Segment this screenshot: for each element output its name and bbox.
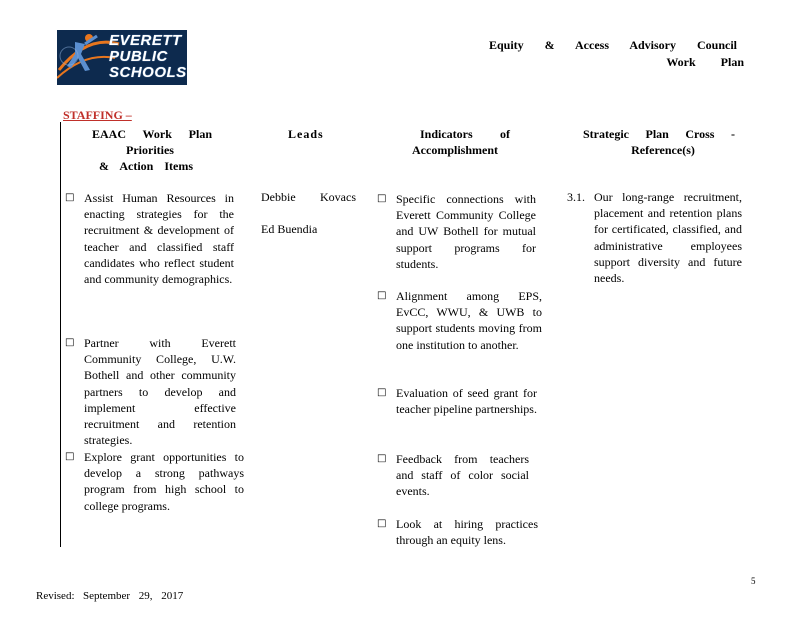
leads-column <box>261 189 356 237</box>
checkbox-bullet-icon: □ <box>377 518 387 529</box>
priority-text: Partner with Everett Community College, U.W. Bothell and other community partners to develop and implement effective recruitment and retention strategies. <box>84 336 236 448</box>
checkbox-bullet-icon: □ <box>377 453 387 464</box>
priority-item <box>65 449 244 514</box>
header-indicators-line2: Accomplishment <box>412 143 498 157</box>
indicator-text: Feedback from teachers and staff of color social events. <box>396 452 529 499</box>
indicator-item <box>377 191 536 272</box>
header-indicators-line1: Indicators of <box>420 127 510 141</box>
checkbox-bullet-icon: □ <box>65 337 75 348</box>
checkbox-bullet-icon: □ <box>377 387 387 398</box>
lead-name: Debbie Kovacs <box>261 190 356 204</box>
section-label-staffing: STAFFING – <box>63 108 132 122</box>
logo-line-public: PUBLIC <box>109 48 168 65</box>
priority-item <box>65 190 234 287</box>
indicator-text: Alignment among EPS, EvCC, WWU, & UWB to support students moving from one institution to another. <box>396 289 542 352</box>
logo-line-everett: EVERETT <box>109 32 182 49</box>
district-logo <box>57 30 187 85</box>
revised-label: Revised: <box>36 590 75 602</box>
indicator-item <box>377 288 542 353</box>
document-title-line1: Equity & Access Advisory Council <box>488 38 737 52</box>
priority-text: Explore grant opportunities to develop a strong pathways program from high school to college programs. <box>84 450 244 513</box>
header-leads: Leads <box>288 127 324 141</box>
checkbox-bullet-icon: □ <box>65 192 75 203</box>
logo-wordmark <box>109 33 187 81</box>
document-title-line2: Work Plan <box>666 55 744 69</box>
logo-line-schools: SCHOOLS <box>109 64 187 81</box>
column-divider-line <box>60 122 61 547</box>
strategic-ref-column <box>567 189 742 286</box>
header-strategic <box>583 126 735 158</box>
strategic-ref-item <box>567 189 742 286</box>
priority-text: Assist Human Resources in enacting strategies for the recruitment & development of teacher and classified staff candidates who reflect student and community demographics. <box>84 191 234 287</box>
checkbox-bullet-icon: □ <box>377 290 387 301</box>
indicator-item <box>377 516 538 548</box>
indicator-item <box>377 385 537 417</box>
checkbox-bullet-icon: □ <box>65 451 75 462</box>
header-priorities <box>80 126 220 174</box>
page-number: 5 <box>751 576 756 586</box>
header-priorities-line1: EAAC Work Plan <box>92 127 212 141</box>
indicator-text: Look at hiring practices through an equity lens. <box>396 517 538 548</box>
header-strategic-line1: Strategic Plan Cross - <box>583 127 735 141</box>
checkbox-bullet-icon: □ <box>377 193 387 204</box>
header-priorities-line3: & Action Items <box>99 159 193 173</box>
strategic-ref-number: 3.1. <box>567 190 585 204</box>
priority-item <box>65 335 236 448</box>
revised-date: September 29, 2017 <box>83 590 184 602</box>
header-indicators <box>400 126 510 158</box>
lead-name: Ed Buendia <box>261 222 318 237</box>
strategic-ref-text: Our long-range recruitment, placement and retention plans for certificated, classified, and administrative employees support diversity and future needs. <box>594 190 742 286</box>
indicator-item <box>377 451 529 500</box>
indicator-text: Specific connections with Everett Community College and UW Bothell for mutual support programs for students. <box>396 192 536 271</box>
header-strategic-line2: Reference(s) <box>631 143 695 157</box>
header-priorities-line2: Priorities <box>126 143 174 157</box>
indicator-text: Evaluation of seed grant for teacher pipeline partnerships. <box>396 386 537 417</box>
